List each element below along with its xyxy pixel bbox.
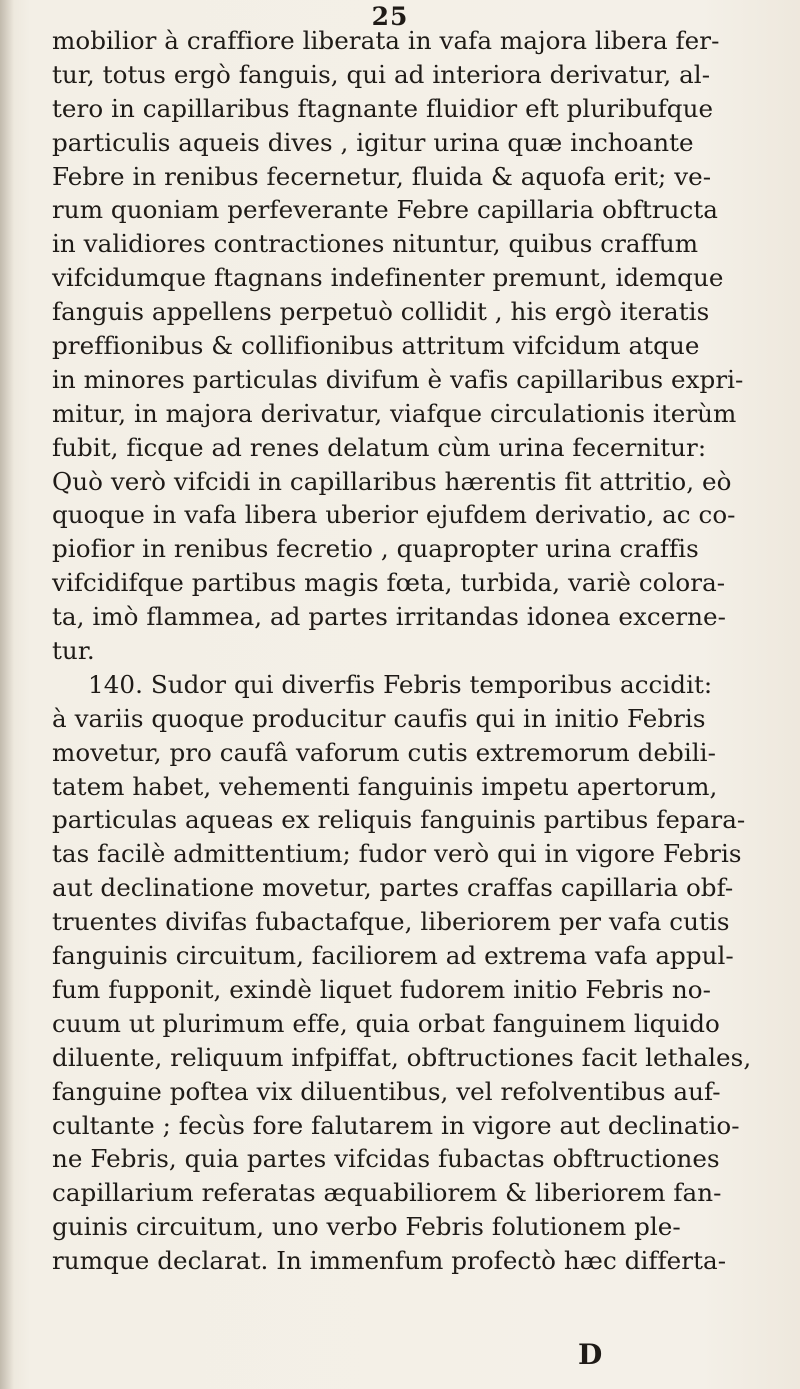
text-line: vifcidumque ftagnans indefinenter premunt, idemque	[52, 263, 724, 293]
text-line: cultante ; fecùs fore falutarem in vigore aut declinatio-	[52, 1110, 740, 1140]
text-line: in validiores contractiones nituntur, quibus craffum	[52, 229, 699, 259]
text-line: ne Febris, quia partes vifcidas fubactas obftructiones	[52, 1144, 720, 1174]
text-line: Febre in renibus fecernetur, fluida & aquofa erit; ve-	[52, 161, 712, 191]
text-line: tero in capillaribus ftagnante fluidior eft pluribufque	[52, 93, 714, 123]
text-line: mitur, in majora derivatur, viafque circulationis iterùm	[52, 398, 737, 428]
text-line: quoque in vafa libera uberior ejufdem derivatio, ac co-	[52, 500, 736, 530]
text-line: tatem habet, vehementi fanguinis impetu apertorum,	[52, 771, 718, 801]
text-line: Quò verò vifcidi in capillaribus hærentis fit attritio, eò	[52, 466, 732, 496]
text-line: capillarium referatas æquabiliorem & liberiorem fan-	[52, 1178, 722, 1208]
text-line: preffionibus & collifionibus attritum vifcidum atque	[52, 331, 700, 361]
text-line: rum quoniam perfeverante Febre capillaria obftructa	[52, 195, 718, 225]
text-line: fanguinis circuitum, faciliorem ad extrema vafa appul-	[52, 941, 734, 971]
text-line: vifcidifque partibus magis fœta, turbida, variè colora-	[52, 568, 726, 598]
text-line: aut declinatione movetur, partes craffas capillaria obf-	[52, 873, 734, 903]
text-line: particulas aqueas ex reliquis fanguinis partibus fepara-	[52, 805, 746, 835]
text-line: diluente, reliquum infpiffat, obftructiones facit lethales,	[52, 1042, 752, 1072]
text-line: fanguis appellens perpetuò collidit , his ergò iteratis	[52, 297, 710, 327]
text-line: mobilior à craffiore liberata in vafa majora libera fer-	[52, 26, 720, 55]
text-line: in minores particulas divifum è vafis capillaribus expri-	[52, 364, 744, 394]
text-line: tas facilè admittentium; fudor verò qui in vigore Febris	[52, 839, 742, 869]
page-gutter-shadow	[0, 0, 14, 1389]
page-number: 25	[371, 2, 409, 31]
text-line: cuum ut plurimum effe, quia orbat fanguinem liquido	[52, 1008, 720, 1038]
text-line: tur.	[52, 636, 95, 666]
text-line: à variis quoque producitur caufis qui in initio Febris	[52, 703, 706, 733]
text-line: tur, totus ergò fanguis, qui ad interiora derivatur, al-	[52, 59, 711, 89]
text-line: piofior in renibus fecretio , quapropter urina craffis	[52, 534, 699, 564]
body-text	[52, 24, 772, 1278]
text-line: truentes divifas fubactafque, liberiorem per vafa cutis	[52, 907, 730, 937]
text-line: movetur, pro caufâ vaforum cutis extremorum debili-	[52, 737, 716, 767]
text-line: ta, imò flammea, ad partes irritandas idonea excerne-	[52, 602, 727, 632]
text-line: rumque declarat. In immenfum profectò hæc differta-	[52, 1246, 727, 1276]
paragraph-start: 140. Sudor qui diverfis Febris temporibus accidit:	[88, 669, 713, 699]
text-line: fanguine poftea vix diluentibus, vel refolventibus auf-	[52, 1076, 721, 1106]
text-line: fum fupponit, exindè liquet fudorem initio Febris no-	[52, 974, 711, 1004]
text-line: guinis circuitum, uno verbo Febris folutionem ple-	[52, 1212, 681, 1242]
signature-mark: D	[578, 1338, 603, 1371]
text-line: particulis aqueis dives , igitur urina quæ inchoante	[52, 127, 694, 157]
text-line: fubit, ficque ad renes delatum cùm urina fecernitur:	[52, 432, 707, 462]
